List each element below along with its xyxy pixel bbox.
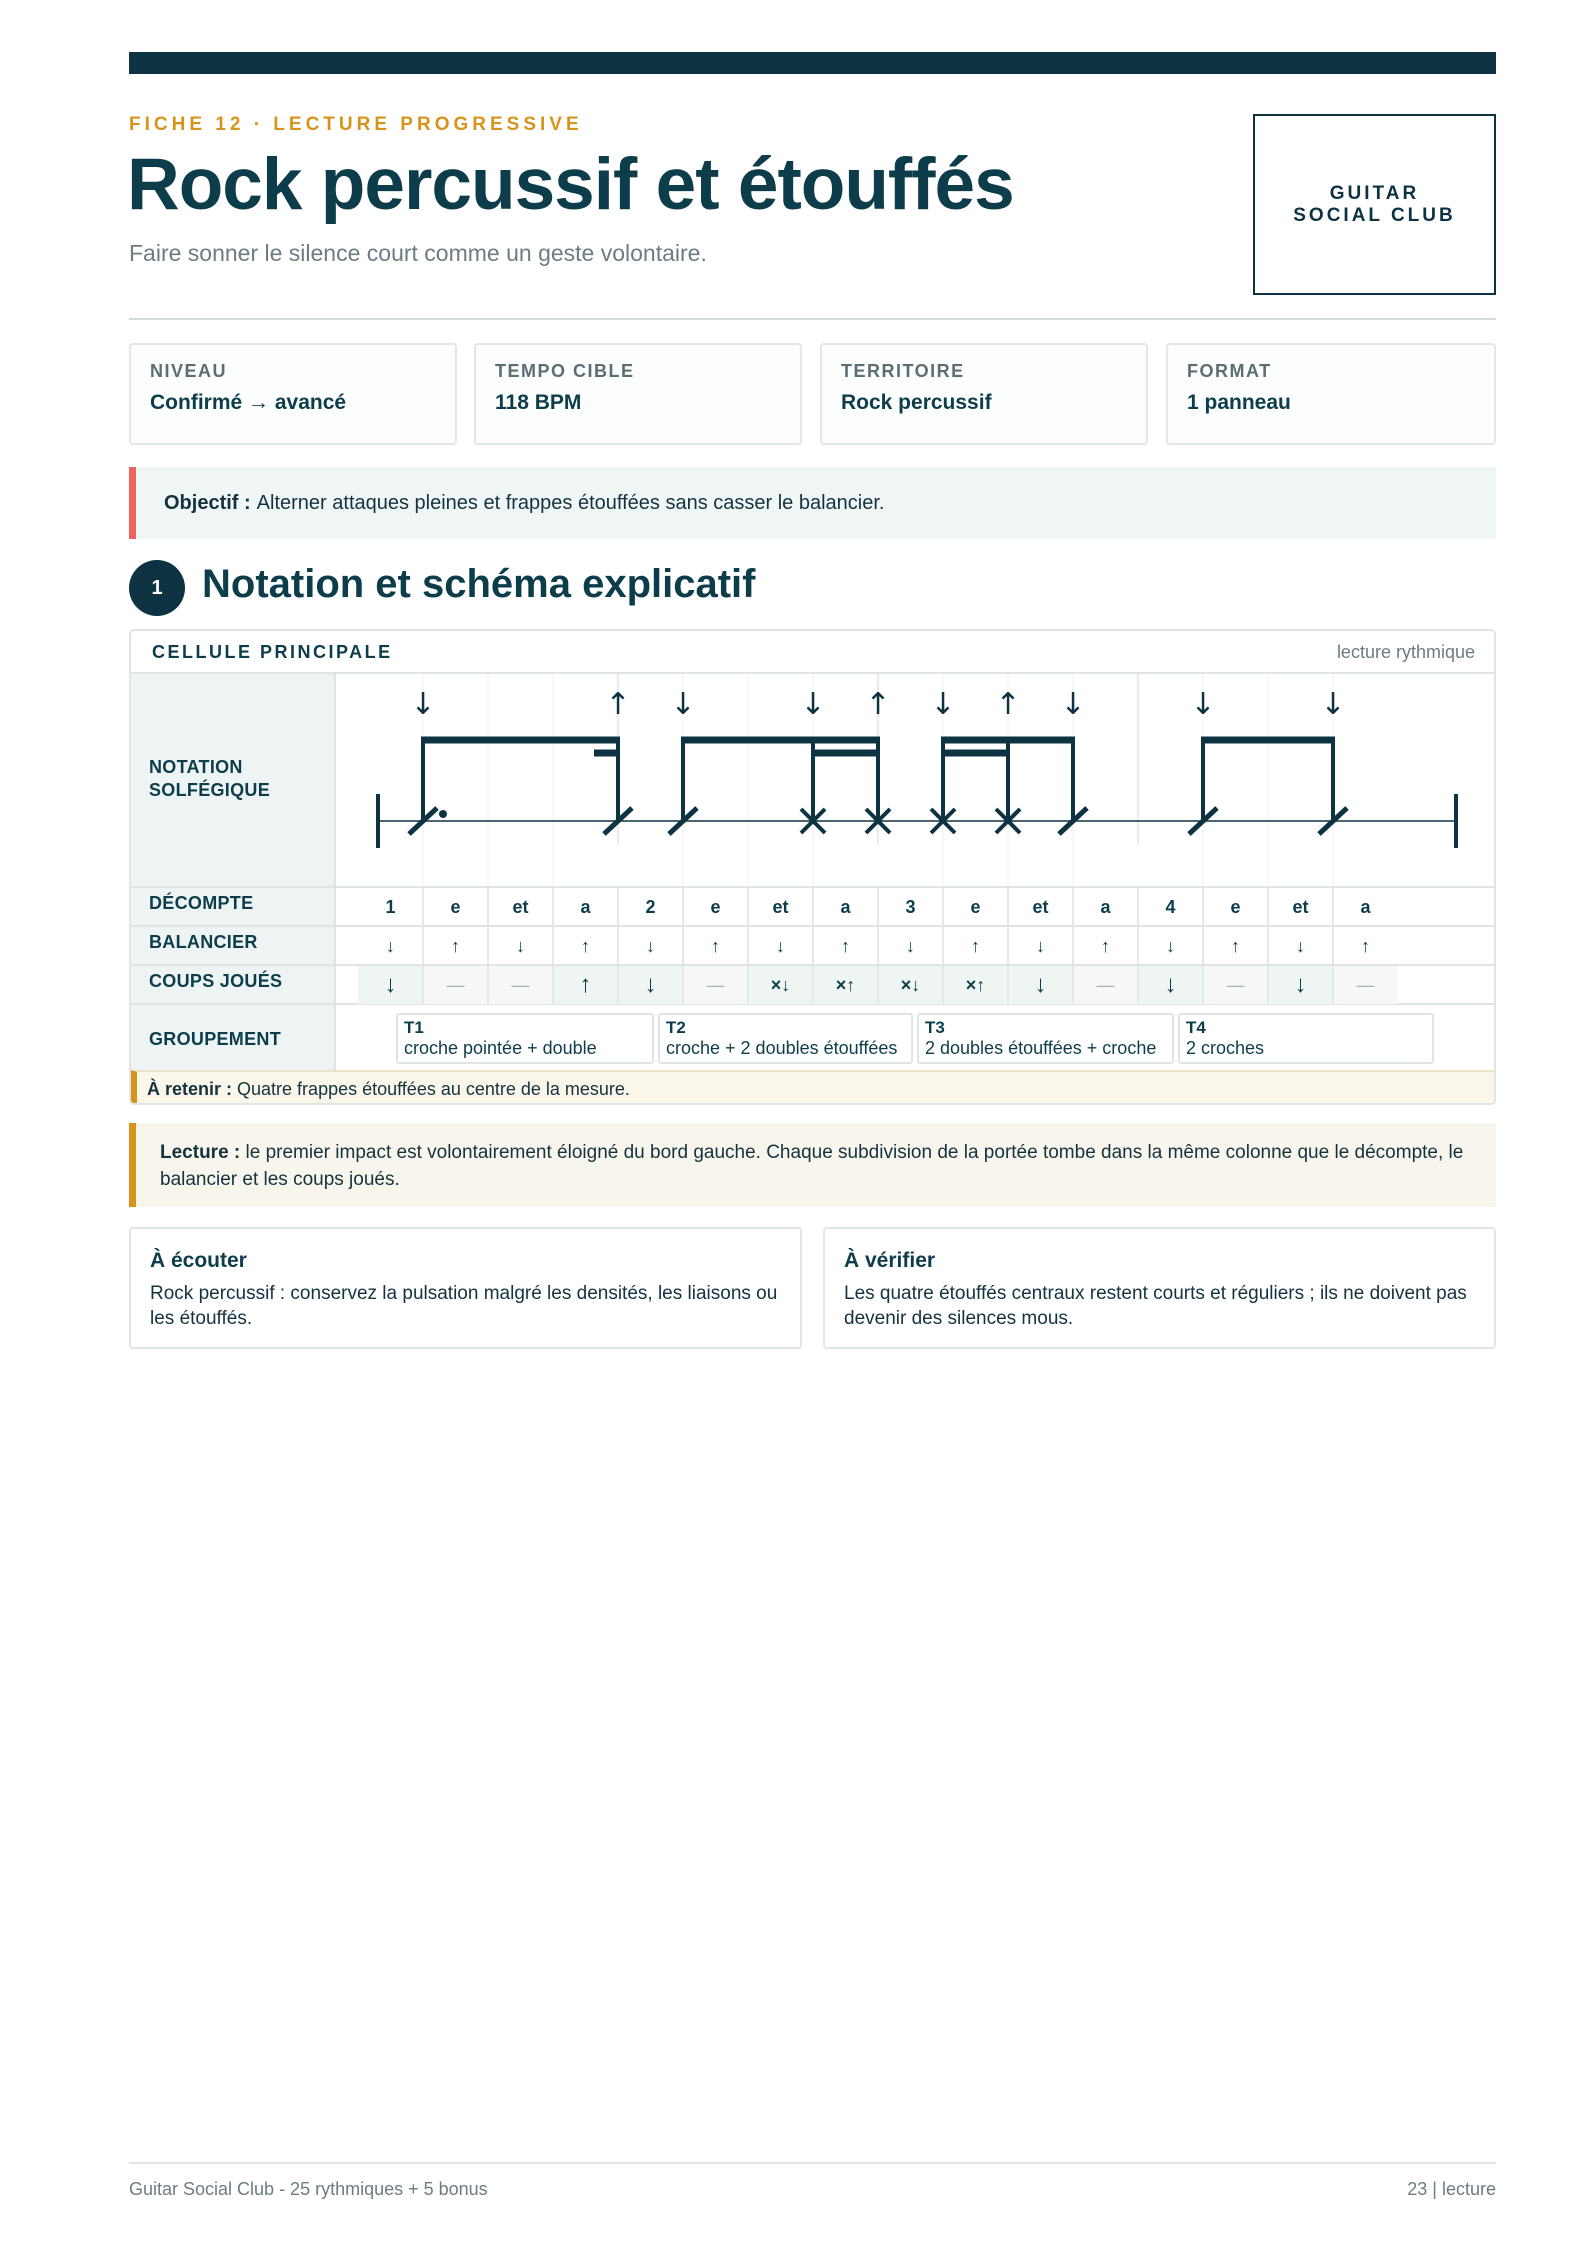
meta-key: NIVEAU — [150, 361, 228, 381]
rhythm-cell-card — [129, 629, 1496, 1105]
played-stroke-cell: — — [1203, 966, 1268, 1004]
strum-direction-cell: ↑ — [1101, 935, 1110, 956]
tip-text: Les quatre étouffés centraux restent courts et réguliers ; ils ne doivent pas devenir des silences mous. — [844, 1283, 1467, 1329]
column-separator — [877, 966, 879, 1003]
played-stroke-cell: ×↑ — [813, 966, 878, 1004]
column-separator — [812, 888, 814, 925]
row-label-column — [131, 674, 336, 1070]
logo-line-2: SOCIAL CLUB — [1293, 204, 1456, 226]
objective-text: Alterner attaques pleines et frappes étouffées sans casser le balancier. — [256, 491, 885, 514]
strum-direction-cell: ↓ — [776, 935, 785, 956]
column-separator — [1332, 927, 1334, 964]
strum-arrow-symbol: ↓ — [930, 687, 956, 722]
meta-card-format — [1166, 343, 1496, 445]
strum-direction-cell: ↑ — [1361, 935, 1370, 956]
strum-direction-cell: ↓ — [1036, 935, 1045, 956]
strum-arrow-symbol: ↓ — [1060, 687, 1086, 722]
footer-divider — [129, 2162, 1496, 2164]
column-separator — [617, 966, 619, 1003]
played-stroke-cell: ↓ — [618, 966, 683, 1004]
row-label-notation-line2: SOLFÉGIQUE — [149, 780, 271, 800]
column-separator — [1202, 927, 1204, 964]
group-t3 — [917, 1013, 1174, 1064]
count-cell: e — [1230, 896, 1241, 917]
strum-direction-cell: ↓ — [516, 935, 525, 956]
column-separator — [682, 966, 684, 1003]
augmentation-dot — [439, 810, 447, 818]
column-separator — [942, 966, 944, 1003]
footer-right: 23 | lecture — [1407, 2179, 1496, 2199]
retenir-note — [131, 1070, 1494, 1105]
column-separator — [747, 927, 749, 964]
column-separator — [1007, 888, 1009, 925]
lecture-label: Lecture : — [160, 1142, 241, 1163]
strum-direction-cell: ↑ — [841, 935, 850, 956]
count-cell: et — [772, 896, 789, 917]
brand-logo — [1253, 114, 1496, 295]
played-stroke-cell: — — [683, 966, 748, 1004]
count-cell: 3 — [905, 896, 916, 917]
column-separator — [1202, 888, 1204, 925]
strum-arrow-symbol: ↓ — [1190, 687, 1216, 722]
meta-value: 1 panneau — [1187, 391, 1291, 414]
strum-direction-cell: ↑ — [451, 935, 460, 956]
count-cell: et — [1292, 896, 1309, 917]
column-separator — [487, 966, 489, 1003]
meta-card-niveau — [129, 343, 457, 445]
column-separator — [617, 927, 619, 964]
tip-title: À écouter — [150, 1249, 247, 1272]
card-title: CELLULE PRINCIPALE — [152, 642, 393, 662]
column-separator — [942, 927, 944, 964]
row-label-notation-line1: NOTATION — [149, 757, 243, 777]
count-cell: e — [710, 896, 721, 917]
count-cell: a — [1100, 896, 1111, 917]
tip-title: À vérifier — [844, 1249, 936, 1272]
played-stroke-cell: ↓ — [358, 966, 423, 1004]
column-separator — [747, 966, 749, 1003]
column-separator — [1007, 966, 1009, 1003]
column-separator — [812, 927, 814, 964]
column-separator — [1137, 927, 1139, 964]
group-id: T2 — [666, 1018, 686, 1037]
column-separator — [1332, 966, 1334, 1003]
strum-direction-cell: ↓ — [386, 935, 395, 956]
column-separator — [487, 888, 489, 925]
meta-value: Confirmé → avancé — [150, 391, 347, 414]
played-stroke-cell: ↓ — [1268, 966, 1333, 1004]
lecture-callout — [129, 1123, 1496, 1207]
strum-arrow-symbol: ↑ — [605, 687, 631, 722]
strum-direction-cell: ↓ — [906, 935, 915, 956]
group-text: croche + 2 doubles étouffées — [666, 1038, 898, 1058]
retenir-label: À retenir : — [147, 1079, 233, 1099]
count-cell: 1 — [385, 896, 396, 917]
column-separator — [552, 966, 554, 1003]
strum-direction-cell: ↓ — [1296, 935, 1305, 956]
row-label-decompte: DÉCOMPTE — [149, 893, 254, 913]
card-header — [131, 631, 1494, 674]
meta-key: TEMPO CIBLE — [495, 361, 635, 381]
column-separator — [747, 888, 749, 925]
header-divider — [129, 318, 1496, 320]
count-cell: a — [1360, 896, 1371, 917]
count-cell: et — [512, 896, 529, 917]
column-separator — [682, 927, 684, 964]
meta-key: TERRITOIRE — [841, 361, 965, 381]
column-separator — [1267, 927, 1269, 964]
count-cell: 4 — [1165, 896, 1176, 917]
column-separator — [1332, 888, 1334, 925]
footer-left: Guitar Social Club - 25 rythmiques + 5 bonus — [129, 2179, 488, 2199]
strum-arrow-symbol: ↓ — [800, 687, 826, 722]
meta-value: 118 BPM — [495, 391, 582, 414]
played-stroke-cell: ↑ — [553, 966, 618, 1004]
column-separator — [422, 927, 424, 964]
page-subtitle: Faire sonner le silence court comme un geste volontaire. — [129, 240, 707, 266]
strum-arrow-symbol: ↓ — [410, 687, 436, 722]
section-number-badge: 1 — [129, 560, 185, 616]
page-title: Rock percussif et étouffés — [127, 144, 1014, 225]
tip-text: Rock percussif : conservez la pulsation malgré les densités, les liaisons ou les étouffés. — [150, 1283, 778, 1329]
meta-value: Rock percussif — [841, 391, 992, 414]
count-cell: 2 — [645, 896, 656, 917]
objective-callout — [129, 467, 1496, 539]
meta-key: FORMAT — [1187, 361, 1272, 381]
played-stroke-cell: — — [1073, 966, 1138, 1004]
eyebrow-label: FICHE 12 · LECTURE PROGRESSIVE — [129, 114, 583, 135]
column-separator — [877, 888, 879, 925]
card-tag: lecture rythmique — [1336, 642, 1475, 662]
played-stroke-cell: ↓ — [1138, 966, 1203, 1004]
column-separator — [1137, 888, 1139, 925]
top-bar — [129, 52, 1496, 74]
row-label-groupement: GROUPEMENT — [149, 1029, 282, 1049]
group-text: 2 doubles étouffées + croche — [925, 1038, 1157, 1058]
strum-direction-cell: ↑ — [581, 935, 590, 956]
column-separator — [877, 927, 879, 964]
column-separator — [812, 966, 814, 1003]
count-cell: a — [580, 896, 591, 917]
strum-arrow-symbol: ↑ — [865, 687, 891, 722]
played-stroke-cell: ×↑ — [943, 966, 1008, 1004]
meta-card-territoire — [820, 343, 1148, 445]
tip-card-verifier — [823, 1227, 1496, 1349]
played-stroke-cell: ×↓ — [878, 966, 943, 1004]
strum-direction-cell: ↓ — [646, 935, 655, 956]
group-t1 — [396, 1013, 654, 1064]
column-separator — [1072, 927, 1074, 964]
column-separator — [1267, 888, 1269, 925]
group-id: T1 — [404, 1018, 424, 1037]
group-id: T4 — [1186, 1018, 1206, 1037]
row-label-notation — [149, 756, 270, 802]
column-separator — [552, 927, 554, 964]
lecture-text: le premier impact est volontairement éloigné du bord gauche. Chaque subdivision de la portée tombe dans la même colonne que le décompte, le balancier et les coups joués. — [160, 1142, 1464, 1190]
column-separator — [1072, 888, 1074, 925]
strum-arrow-symbol: ↓ — [1320, 687, 1346, 722]
column-separator — [1267, 966, 1269, 1003]
column-separator — [422, 888, 424, 925]
strum-direction-cell: ↑ — [711, 935, 720, 956]
count-cell: e — [970, 896, 981, 917]
group-t2 — [658, 1013, 913, 1064]
column-separator — [1072, 966, 1074, 1003]
tip-card-ecouter — [129, 1227, 802, 1349]
count-cell: e — [450, 896, 461, 917]
column-separator — [1202, 966, 1204, 1003]
column-separator — [552, 888, 554, 925]
strum-arrow-symbol: ↑ — [995, 687, 1021, 722]
row-label-coups: COUPS JOUÉS — [149, 971, 283, 991]
column-separator — [487, 927, 489, 964]
rhythm-staff — [338, 674, 1496, 886]
logo-line-1: GUITAR — [1329, 182, 1420, 204]
strum-direction-cell: ↓ — [1166, 935, 1175, 956]
retenir-text: Quatre frappes étouffées au centre de la mesure. — [237, 1079, 630, 1099]
played-stroke-cell: ×↓ — [748, 966, 813, 1004]
group-t4 — [1178, 1013, 1434, 1064]
group-text: 2 croches — [1186, 1038, 1265, 1058]
count-cell: a — [840, 896, 851, 917]
meta-card-tempo — [474, 343, 802, 445]
row-label-balancier: BALANCIER — [149, 932, 258, 952]
objective-label: Objectif : — [164, 491, 251, 514]
played-stroke-cell: — — [1333, 966, 1398, 1004]
group-text: croche pointée + double — [404, 1038, 597, 1058]
column-separator — [1007, 927, 1009, 964]
column-separator — [682, 888, 684, 925]
played-stroke-cell: ↓ — [1008, 966, 1073, 1004]
column-separator — [617, 888, 619, 925]
played-stroke-cell: — — [423, 966, 488, 1004]
strum-direction-cell: ↑ — [1231, 935, 1240, 956]
strum-direction-cell: ↑ — [971, 935, 980, 956]
played-stroke-cell: — — [488, 966, 553, 1004]
count-cell: et — [1032, 896, 1049, 917]
group-id: T3 — [925, 1018, 945, 1037]
column-separator — [1137, 966, 1139, 1003]
section-title: Notation et schéma explicatif — [202, 562, 756, 606]
strum-arrow-symbol: ↓ — [670, 687, 696, 722]
column-separator — [942, 888, 944, 925]
column-separator — [422, 966, 424, 1003]
